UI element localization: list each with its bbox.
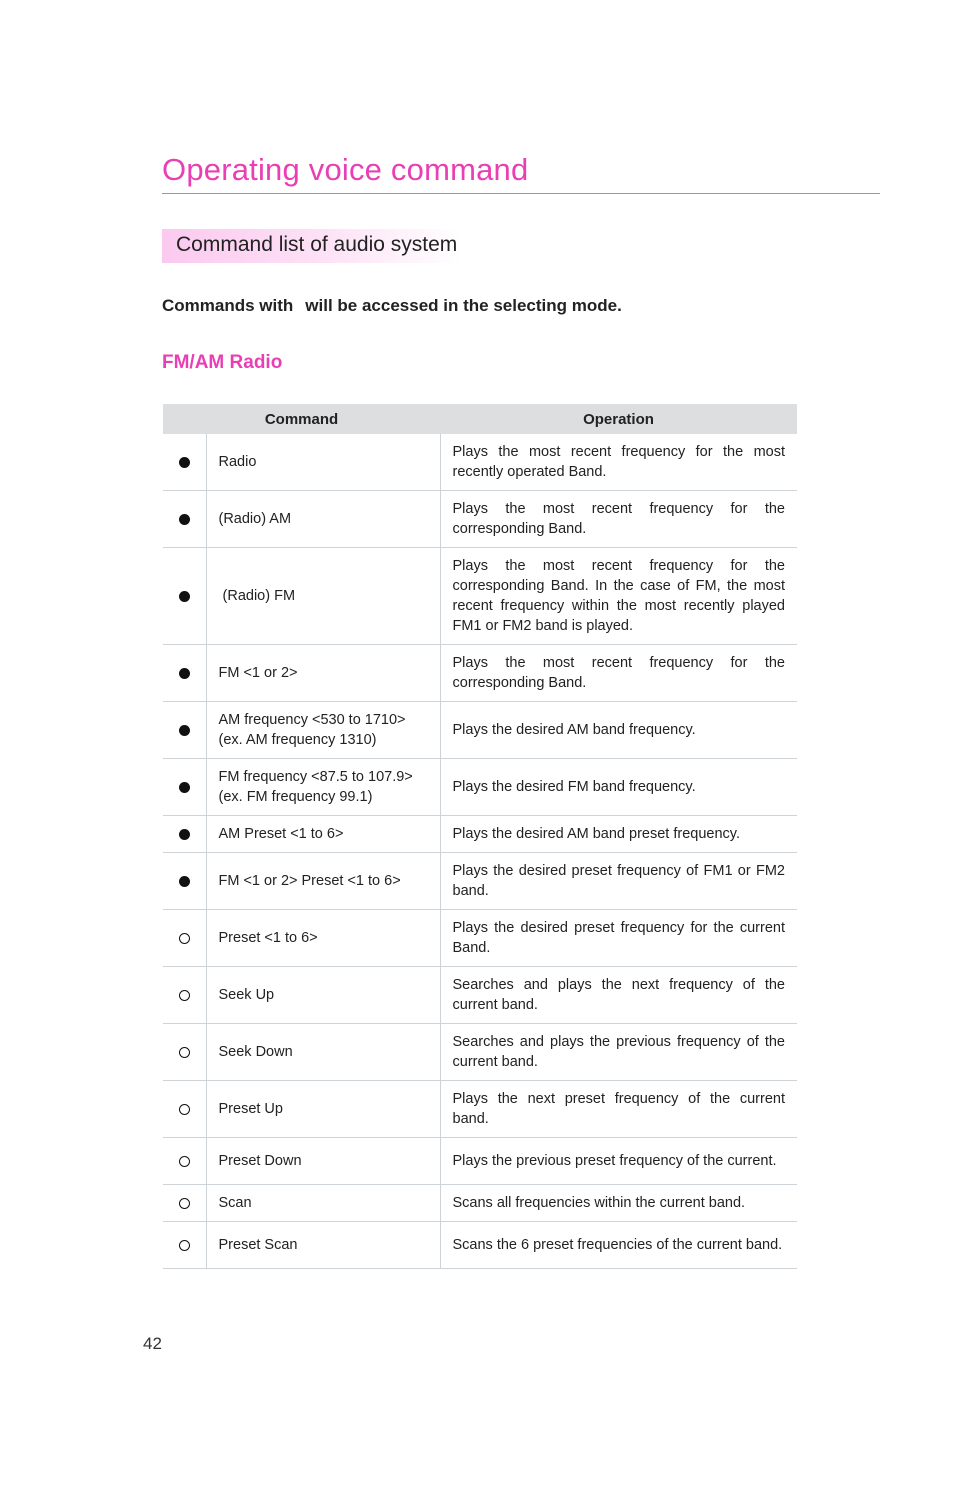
command-cell: FM frequency <87.5 to 107.9> (ex. FM frequency 99.1) xyxy=(206,759,440,816)
mode-marker-cell xyxy=(163,491,206,548)
hollow-circle-icon xyxy=(179,1156,190,1167)
mode-marker-cell xyxy=(163,645,206,702)
filled-circle-icon xyxy=(179,876,190,887)
page-number: 42 xyxy=(143,1334,162,1353)
command-cell: Preset <1 to 6> xyxy=(206,910,440,967)
hollow-circle-icon xyxy=(179,1047,190,1058)
operation-cell: Scans all frequencies within the current band. xyxy=(440,1185,797,1222)
operation-cell: Plays the most recent frequency for the corresponding Band. xyxy=(440,491,797,548)
table-row xyxy=(163,853,797,910)
command-cell: Radio xyxy=(206,434,440,491)
command-cell: Seek Up xyxy=(206,967,440,1024)
filled-circle-icon xyxy=(179,829,190,840)
table-row xyxy=(163,1024,797,1081)
command-cell: Preset Scan xyxy=(206,1222,440,1269)
table-row xyxy=(163,548,797,645)
intro-after: will be accessed in the selecting mode. xyxy=(305,296,622,315)
filled-circle-icon xyxy=(179,725,190,736)
table-row xyxy=(163,759,797,816)
mode-marker-cell xyxy=(163,548,206,645)
table-row xyxy=(163,967,797,1024)
column-header-operation: Operation xyxy=(440,404,797,434)
mode-marker-cell xyxy=(163,702,206,759)
operation-cell: Scans the 6 preset frequencies of the current band. xyxy=(440,1222,797,1269)
table-row xyxy=(163,1222,797,1269)
operation-cell: Plays the desired preset frequency of FM1 or FM2 band. xyxy=(440,853,797,910)
operation-cell: Searches and plays the previous frequency of the current band. xyxy=(440,1024,797,1081)
filled-circle-icon xyxy=(179,514,190,525)
hollow-circle-icon xyxy=(179,1104,190,1115)
mode-marker-cell xyxy=(163,910,206,967)
filled-circle-icon xyxy=(179,457,190,468)
mode-marker-cell xyxy=(163,967,206,1024)
operation-cell: Plays the desired AM band frequency. xyxy=(440,702,797,759)
command-cell: AM Preset <1 to 6> xyxy=(206,816,440,853)
table-row xyxy=(163,910,797,967)
mode-marker-cell xyxy=(163,1185,206,1222)
operation-cell: Plays the desired FM band frequency. xyxy=(440,759,797,816)
command-cell: (Radio) AM xyxy=(206,491,440,548)
table-row xyxy=(163,491,797,548)
mode-marker-cell xyxy=(163,759,206,816)
operation-cell: Searches and plays the next frequency of the current band. xyxy=(440,967,797,1024)
hollow-circle-icon xyxy=(179,990,190,1001)
mode-marker-cell xyxy=(163,853,206,910)
operation-cell: Plays the desired preset frequency for the current Band. xyxy=(440,910,797,967)
operation-cell: Plays the most recent frequency for the corresponding Band. xyxy=(440,645,797,702)
table-row xyxy=(163,645,797,702)
operation-cell: Plays the most recent frequency for the most recently operated Band. xyxy=(440,434,797,491)
command-cell: Preset Down xyxy=(206,1138,440,1185)
fm-am-radio-heading: FM/AM Radio xyxy=(162,352,283,373)
filled-circle-icon xyxy=(179,591,190,602)
operation-cell: Plays the previous preset frequency of the current. xyxy=(440,1138,797,1185)
command-cell: Preset Up xyxy=(206,1081,440,1138)
mode-marker-cell xyxy=(163,1024,206,1081)
table-row xyxy=(163,434,797,491)
command-table xyxy=(163,404,797,1269)
command-cell: FM <1 or 2> Preset <1 to 6> xyxy=(206,853,440,910)
mode-marker-cell xyxy=(163,1138,206,1185)
table-row xyxy=(163,1081,797,1138)
intro-note xyxy=(162,296,622,316)
mode-marker-cell xyxy=(163,1081,206,1138)
command-cell: AM frequency <530 to 1710> (ex. AM frequency 1310) xyxy=(206,702,440,759)
column-header-command: Command xyxy=(163,404,440,434)
filled-circle-icon xyxy=(179,668,190,679)
mode-marker-cell xyxy=(163,1222,206,1269)
table-row xyxy=(163,1185,797,1222)
table-header-row xyxy=(163,404,797,434)
command-cell: Seek Down xyxy=(206,1024,440,1081)
table-row xyxy=(163,816,797,853)
filled-circle-icon xyxy=(179,782,190,793)
command-cell: FM <1 or 2> xyxy=(206,645,440,702)
command-cell: (Radio) FM xyxy=(206,548,440,645)
hollow-circle-icon xyxy=(179,933,190,944)
mode-marker-cell xyxy=(163,434,206,491)
subsection-banner xyxy=(162,229,462,263)
title-divider xyxy=(162,193,880,194)
section-title: Operating voice command xyxy=(162,152,529,187)
table-row xyxy=(163,702,797,759)
subsection-title: Command list of audio system xyxy=(176,233,458,256)
mode-marker-cell xyxy=(163,816,206,853)
command-cell: Scan xyxy=(206,1185,440,1222)
hollow-circle-icon xyxy=(179,1240,190,1251)
intro-before: Commands with xyxy=(162,296,294,315)
operation-cell: Plays the most recent frequency for the corresponding Band. In the case of FM, the most recent frequency within the most recently played FM1 or FM2 band is played. xyxy=(440,548,797,645)
operation-cell: Plays the next preset frequency of the current band. xyxy=(440,1081,797,1138)
operation-cell: Plays the desired AM band preset frequency. xyxy=(440,816,797,853)
hollow-circle-icon xyxy=(179,1198,190,1209)
table-row xyxy=(163,1138,797,1185)
